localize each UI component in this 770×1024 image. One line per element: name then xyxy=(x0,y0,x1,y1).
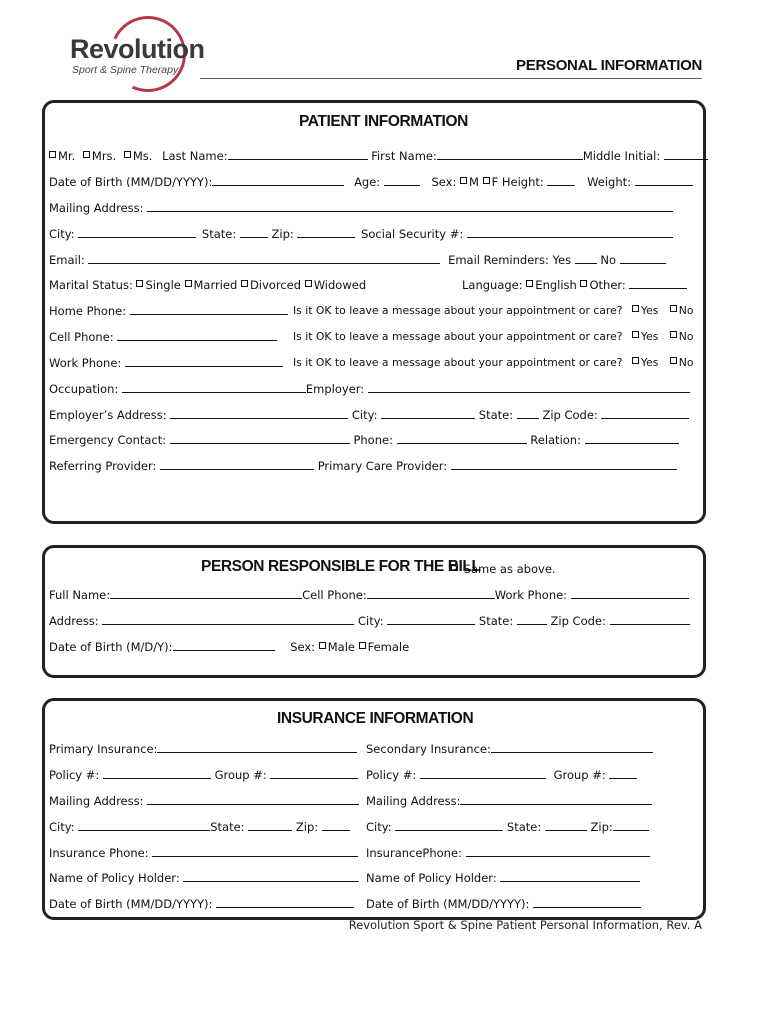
sex-m-checkbox[interactable] xyxy=(460,177,467,184)
secondary-city-row xyxy=(366,820,649,834)
secondary-insurance-phone-label: InsurancePhone: xyxy=(366,846,462,860)
responsible-address-field[interactable] xyxy=(102,614,354,625)
secondary-zip-label: Zip: xyxy=(590,820,613,834)
secondary-policy-row xyxy=(366,768,637,782)
other-language-checkbox[interactable] xyxy=(580,280,587,287)
secondary-insurance-row xyxy=(366,742,653,756)
responsible-state-label: State: xyxy=(478,614,514,628)
same-as-above-checkbox[interactable] xyxy=(451,564,458,571)
home-phone-row xyxy=(49,304,288,318)
email-field[interactable] xyxy=(88,253,440,264)
insurance-section xyxy=(42,698,706,920)
secondary-insurance-field[interactable] xyxy=(491,742,653,753)
primary-group-field[interactable] xyxy=(270,768,358,779)
last-name-field[interactable] xyxy=(228,149,368,160)
first-name-label: First Name: xyxy=(371,149,437,163)
secondary-state-field[interactable] xyxy=(545,820,587,831)
primary-phone-row xyxy=(49,846,358,860)
primary-city-field[interactable] xyxy=(78,820,210,831)
home-message-yes-checkbox[interactable] xyxy=(632,305,639,312)
secondary-zip-field[interactable] xyxy=(613,820,649,831)
responsible-zip-field[interactable] xyxy=(610,614,690,625)
responsible-section-title: PERSON RESPONSIBLE FOR THE BILL xyxy=(201,558,481,575)
single-checkbox[interactable] xyxy=(136,280,143,287)
responsible-dob-label: Date of Birth (M/D/Y): xyxy=(49,640,173,654)
work-message-label: Is it OK to leave a message about your appointment or care? xyxy=(293,356,623,369)
responsible-full-name-field[interactable] xyxy=(110,588,302,599)
work-message-no-label: No xyxy=(678,356,694,369)
responsible-name-row xyxy=(49,588,689,602)
primary-state-label: State: xyxy=(210,820,245,834)
primary-zip-field[interactable] xyxy=(322,820,350,831)
primary-mailing-field[interactable] xyxy=(147,794,359,805)
primary-care-provider-field[interactable] xyxy=(451,459,677,470)
footer-text: Revolution Sport & Spine Patient Personal Information, Rev. A xyxy=(348,918,702,932)
weight-field[interactable] xyxy=(635,175,693,186)
primary-group-label: Group #: xyxy=(214,768,267,782)
responsible-address-label: Address: xyxy=(49,614,99,628)
primary-care-provider-label: Primary Care Provider: xyxy=(317,459,448,473)
primary-holder-row xyxy=(49,871,359,885)
divorced-checkbox[interactable] xyxy=(241,280,248,287)
employer-state-label: State: xyxy=(478,408,514,422)
primary-policy-row xyxy=(49,768,358,782)
other-language-label: Other: xyxy=(589,278,626,292)
work-message-yes-label: Yes xyxy=(640,356,659,369)
secondary-phone-row xyxy=(366,846,650,860)
primary-dob-field[interactable] xyxy=(216,897,354,908)
employer-city-field[interactable] xyxy=(381,408,475,419)
mrs-checkbox[interactable] xyxy=(83,151,90,158)
primary-city-label: City: xyxy=(49,820,75,834)
work-phone-field[interactable] xyxy=(125,356,283,367)
page-title: PERSONAL INFORMATION xyxy=(516,57,702,74)
divorced-label: Divorced xyxy=(249,278,302,292)
zip-field[interactable] xyxy=(297,227,355,238)
city-state-row xyxy=(49,227,673,241)
work-phone-row xyxy=(49,356,283,370)
primary-insurance-phone-field[interactable] xyxy=(152,846,358,857)
widowed-label: Widowed xyxy=(313,278,367,292)
referring-provider-label: Referring Provider: xyxy=(49,459,157,473)
primary-mailing-row xyxy=(49,794,359,808)
secondary-policy-label: Policy #: xyxy=(366,768,417,782)
home-message-no-label: No xyxy=(678,304,694,317)
company-logo xyxy=(68,16,208,88)
email-reminders-no-label: No xyxy=(600,253,617,267)
primary-holder-label: Name of Policy Holder: xyxy=(49,871,180,885)
mr-checkbox[interactable] xyxy=(49,151,56,158)
work-phone-label: Work Phone: xyxy=(49,356,122,370)
primary-dob-label: Date of Birth (MM/DD/YYYY): xyxy=(49,897,213,911)
primary-insurance-row xyxy=(49,742,357,756)
emergency-contact-field[interactable] xyxy=(170,433,350,444)
dob-row xyxy=(49,175,693,189)
email-reminders-no-field[interactable] xyxy=(620,253,666,264)
sex-label: Sex: xyxy=(431,175,457,189)
age-field[interactable] xyxy=(384,175,420,186)
responsible-cell-field[interactable] xyxy=(367,588,495,599)
secondary-city-field[interactable] xyxy=(395,820,503,831)
weight-label: Weight: xyxy=(587,175,632,189)
employer-address-row xyxy=(49,408,689,422)
email-reminders-yes-field[interactable] xyxy=(575,253,597,264)
responsible-cell-label: Cell Phone: xyxy=(302,588,367,602)
language-row xyxy=(462,278,687,292)
cell-message-yes-label: Yes xyxy=(640,330,659,343)
secondary-holder-field[interactable] xyxy=(500,871,640,882)
responsible-work-field[interactable] xyxy=(571,588,689,599)
city-field[interactable] xyxy=(78,227,196,238)
referring-provider-field[interactable] xyxy=(160,459,314,470)
responsible-address-row xyxy=(49,614,690,628)
cell-message-no-label: No xyxy=(678,330,694,343)
cell-message-question xyxy=(293,330,693,343)
cell-phone-row xyxy=(49,330,277,344)
first-name-field[interactable] xyxy=(437,149,583,160)
employer-label: Employer: xyxy=(305,382,365,396)
primary-city-row xyxy=(49,820,350,834)
primary-dob-row xyxy=(49,897,354,911)
mailing-address-row xyxy=(49,201,673,215)
age-label: Age: xyxy=(354,175,381,189)
responsible-city-field[interactable] xyxy=(387,614,475,625)
primary-policy-field[interactable] xyxy=(103,768,211,779)
salutation-row xyxy=(49,149,708,163)
same-as-above-option xyxy=(451,562,556,576)
responsible-dob-row xyxy=(49,640,409,654)
responsible-work-label: Work Phone: xyxy=(494,588,568,602)
ssn-label: Social Security #: xyxy=(361,227,464,241)
home-message-question xyxy=(293,304,693,317)
secondary-dob-label: Date of Birth (MM/DD/YYYY): xyxy=(366,897,530,911)
secondary-mailing-row xyxy=(366,794,652,808)
employer-city-label: City: xyxy=(351,408,378,422)
primary-policy-label: Policy #: xyxy=(49,768,100,782)
primary-holder-field[interactable] xyxy=(183,871,359,882)
cell-phone-field[interactable] xyxy=(117,330,277,341)
employer-address-label: Employer’s Address: xyxy=(49,408,167,422)
email-reminders-label: Email Reminders: Yes xyxy=(448,253,572,267)
same-as-above-label: Same as above. xyxy=(463,562,556,576)
emergency-contact-row xyxy=(49,433,679,447)
home-message-no-checkbox[interactable] xyxy=(670,305,677,312)
married-label: Married xyxy=(193,278,238,292)
english-label: English xyxy=(535,278,577,292)
marital-status-row xyxy=(49,278,366,292)
responsible-female-checkbox[interactable] xyxy=(359,642,366,649)
primary-zip-label: Zip: xyxy=(295,820,319,834)
mrs-label: Mrs. xyxy=(91,149,117,163)
occupation-field[interactable] xyxy=(122,382,306,393)
employer-zip-label: Zip Code: xyxy=(542,408,598,422)
dob-label: Date of Birth (MM/DD/YYYY): xyxy=(49,175,213,189)
language-label: Language: xyxy=(462,278,523,292)
english-checkbox[interactable] xyxy=(526,280,533,287)
cell-message-label: Is it OK to leave a message about your appointment or care? xyxy=(293,330,623,343)
relation-field[interactable] xyxy=(585,433,679,444)
responsible-male-checkbox[interactable] xyxy=(319,642,326,649)
secondary-city-label: City: xyxy=(366,820,392,834)
middle-initial-field[interactable] xyxy=(664,149,708,160)
emergency-phone-label: Phone: xyxy=(353,433,393,447)
work-message-yes-checkbox[interactable] xyxy=(632,357,639,364)
responsible-male-label: Male xyxy=(327,640,355,654)
sex-m-label: M xyxy=(469,175,479,189)
secondary-holder-row xyxy=(366,871,640,885)
responsible-city-label: City: xyxy=(358,614,384,628)
home-phone-field[interactable] xyxy=(130,304,288,315)
emergency-phone-field[interactable] xyxy=(397,433,527,444)
primary-insurance-label: Primary Insurance: xyxy=(49,742,158,756)
occupation-label: Occupation: xyxy=(49,382,119,396)
cell-message-no-checkbox[interactable] xyxy=(670,331,677,338)
logo-name: Revolution xyxy=(70,34,205,64)
married-checkbox[interactable] xyxy=(185,280,192,287)
home-message-yes-label: Yes xyxy=(640,304,659,317)
secondary-state-label: State: xyxy=(506,820,542,834)
height-label: Height: xyxy=(501,175,544,189)
responsible-female-label: Female xyxy=(367,640,410,654)
mailing-address-field[interactable] xyxy=(147,201,673,212)
single-label: Single xyxy=(145,278,181,292)
secondary-insurance-label: Secondary Insurance: xyxy=(366,742,491,756)
provider-row xyxy=(49,459,677,473)
secondary-dob-row xyxy=(366,897,641,911)
city-label: City: xyxy=(49,227,75,241)
zip-label: Zip: xyxy=(271,227,294,241)
employer-zip-field[interactable] xyxy=(601,408,689,419)
ms-label: Ms. xyxy=(132,149,153,163)
responsible-sex-label: Sex: xyxy=(290,640,316,654)
cell-phone-label: Cell Phone: xyxy=(49,330,114,344)
occupation-row xyxy=(49,382,690,396)
email-row xyxy=(49,253,666,267)
secondary-insurance-phone-field[interactable] xyxy=(466,846,650,857)
primary-insurance-phone-label: Insurance Phone: xyxy=(49,846,149,860)
height-field[interactable] xyxy=(547,175,575,186)
secondary-holder-label: Name of Policy Holder: xyxy=(366,871,497,885)
work-message-question xyxy=(293,356,693,369)
secondary-policy-field[interactable] xyxy=(420,768,546,779)
state-label: State: xyxy=(201,227,237,241)
home-message-label: Is it OK to leave a message about your appointment or care? xyxy=(293,304,623,317)
insurance-section-title: INSURANCE INFORMATION xyxy=(277,710,474,727)
sex-f-label: F xyxy=(491,175,499,189)
mr-label: Mr. xyxy=(58,149,76,163)
title-rule xyxy=(200,78,702,79)
sex-f-checkbox[interactable] xyxy=(483,177,490,184)
middle-initial-label: Middle Initial: xyxy=(582,149,661,163)
secondary-group-field[interactable] xyxy=(609,768,637,779)
cell-message-yes-checkbox[interactable] xyxy=(632,331,639,338)
patient-section-title: PATIENT INFORMATION xyxy=(299,113,468,130)
secondary-dob-field[interactable] xyxy=(533,897,641,908)
primary-state-field[interactable] xyxy=(248,820,292,831)
marital-status-label: Marital Status: xyxy=(49,278,133,292)
primary-insurance-field[interactable] xyxy=(157,742,357,753)
mailing-address-label: Mailing Address: xyxy=(49,201,144,215)
widowed-checkbox[interactable] xyxy=(305,280,312,287)
secondary-mailing-label: Mailing Address: xyxy=(366,794,461,808)
other-language-field[interactable] xyxy=(629,278,687,289)
employer-field[interactable] xyxy=(368,382,690,393)
ms-checkbox[interactable] xyxy=(124,151,131,158)
state-field[interactable] xyxy=(240,227,268,238)
employer-state-field[interactable] xyxy=(517,408,539,419)
work-message-no-checkbox[interactable] xyxy=(670,357,677,364)
relation-label: Relation: xyxy=(530,433,581,447)
secondary-group-label: Group #: xyxy=(553,768,606,782)
email-label: Email: xyxy=(49,253,85,267)
primary-mailing-label: Mailing Address: xyxy=(49,794,144,808)
responsible-full-name-label: Full Name: xyxy=(49,588,111,602)
dob-field[interactable] xyxy=(212,175,344,186)
emergency-contact-label: Emergency Contact: xyxy=(49,433,167,447)
home-phone-label: Home Phone: xyxy=(49,304,127,318)
logo-tagline: Sport & Spine Therapy xyxy=(72,64,179,76)
responsible-zip-label: Zip Code: xyxy=(550,614,606,628)
ssn-field[interactable] xyxy=(467,227,673,238)
last-name-label: Last Name: xyxy=(162,149,228,163)
responsible-state-field[interactable] xyxy=(517,614,547,625)
responsible-dob-field[interactable] xyxy=(173,640,275,651)
secondary-mailing-field[interactable] xyxy=(460,794,652,805)
employer-address-field[interactable] xyxy=(170,408,348,419)
